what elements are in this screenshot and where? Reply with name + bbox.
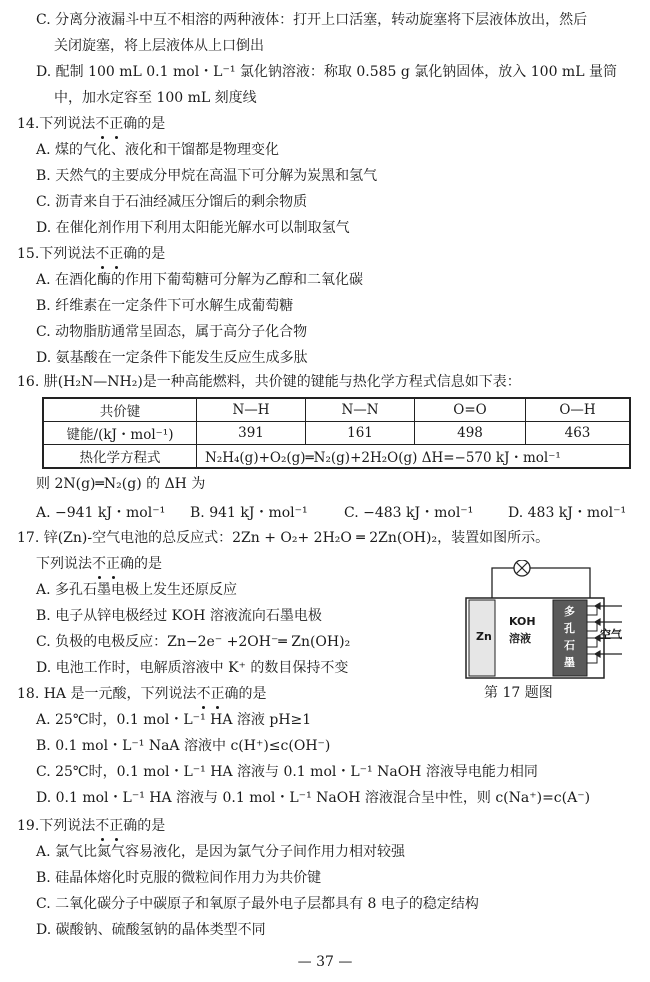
table-header-cell: N—N xyxy=(306,398,415,422)
koh-label: KOH xyxy=(509,615,536,628)
table-cell: 161 xyxy=(306,422,415,445)
table-row xyxy=(43,422,630,445)
table-row xyxy=(43,398,630,422)
q19-option-d: D. 碳酸钠、硫酸氢钠的晶体类型不同 xyxy=(36,922,266,938)
q17-option-a: A. 多孔石墨电极上发生还原反应 xyxy=(36,582,238,598)
q15-stem-pre: 下列说法 xyxy=(39,246,96,262)
q15-stem-not: 不 xyxy=(95,246,110,262)
q16-ask: 则 2N(g)═N₂(g) 的 ΔH 为 xyxy=(36,476,206,492)
q15-stem xyxy=(17,244,165,264)
q17-substem xyxy=(36,554,162,574)
q18-stem-post: 确的是 xyxy=(224,686,267,702)
table-cell: 463 xyxy=(526,422,631,445)
q18-option-d: D. 0.1 mol・L⁻¹ HA 溶液与 0.1 mol・L⁻¹ NaOH 溶液混合呈中性，则 c(Na⁺)=c(A⁻) xyxy=(36,790,591,806)
q17-stem: 17. 锌(Zn)-空气电池的总反应式：2Zn + O₂+ 2H₂O ═ 2Zn(OH)₂，装置如图所示。 xyxy=(17,530,550,546)
q14-option-b: B. 天然气的主要成分甲烷在高温下可分解为炭黑和氢气 xyxy=(36,168,378,184)
air-label: 空气 xyxy=(600,628,622,641)
q14-number: 14. xyxy=(17,116,40,132)
q19-stem-zheng: 正 xyxy=(109,818,124,834)
graphite-label-4: 墨 xyxy=(564,656,575,669)
table-cell: 498 xyxy=(415,422,526,445)
q14-stem-pre: 下列说法 xyxy=(39,116,96,132)
q13-option-c-line1: C. 分离分液漏斗中互不相溶的两种液体：打开上口活塞，转动旋塞将下层液体放出，然后 xyxy=(36,12,588,28)
table-header-cell: N—H xyxy=(197,398,306,422)
q15-number: 15. xyxy=(17,246,40,262)
q14-option-a: A. 煤的气化、液化和干馏都是物理变化 xyxy=(36,142,280,158)
graphite-label-2: 孔 xyxy=(564,622,575,635)
table-header-cell: O—H xyxy=(526,398,631,422)
table-header-cell: 共价键 xyxy=(43,398,197,422)
table-header-cell: O=O xyxy=(415,398,526,422)
q17-option-b: B. 电子从锌电极经过 KOH 溶液流向石墨电极 xyxy=(36,608,322,624)
q19-stem-pre: 下列说法 xyxy=(39,818,96,834)
thermochemical-equation: N₂H₄(g)+O₂(g)═N₂(g)+2H₂O(g) ΔH=−570 kJ・mol⁻¹ xyxy=(197,445,631,469)
q17-substem-pre: 下列说法 xyxy=(36,556,92,572)
table-cell: 391 xyxy=(197,422,306,445)
q15-option-a: A. 在酒化酶的作用下葡萄糖可分解为乙醇和二氧化碳 xyxy=(36,272,364,288)
graphite-label-3: 石 xyxy=(564,639,575,652)
zinc-label: Zn xyxy=(476,630,492,643)
q14-option-d: D. 在催化剂作用下利用太阳能光解水可以制取氢气 xyxy=(36,220,350,236)
q19-option-a: A. 氯气比氮气容易液化，是因为氯气分子间作用力相对较强 xyxy=(36,844,406,860)
bond-energy-table xyxy=(42,397,631,469)
q19-option-b: B. 硅晶体熔化时克服的微粒间作用力为共价键 xyxy=(36,870,322,886)
q17-option-c: C. 负极的电极反应：Zn−2e⁻ +2OH⁻═ Zn(OH)₂ xyxy=(36,634,351,650)
q15-option-d: D. 氨基酸在一定条件下能发生反应生成多肽 xyxy=(36,350,308,366)
q19-number: 19. xyxy=(17,818,40,834)
q18-option-b: B. 0.1 mol・L⁻¹ NaA 溶液中 c(H⁺)≤c(OH⁻) xyxy=(36,738,331,754)
q16-stem: 16. 肼(H₂N—NH₂)是一种高能燃料，共价键的键能与热化学方程式信息如下表： xyxy=(17,374,521,390)
q16-option-a: A. −941 kJ・mol⁻¹ xyxy=(36,505,166,521)
q15-option-b: B. 纤维素在一定条件下可水解生成葡萄糖 xyxy=(36,298,294,314)
q14-stem xyxy=(17,114,165,134)
q14-option-c: C. 沥青来自于石油经减压分馏后的剩余物质 xyxy=(36,194,308,210)
q18-stem xyxy=(17,684,266,704)
q15-stem-zheng: 正 xyxy=(109,246,124,262)
q16-option-b: B. 941 kJ・mol⁻¹ xyxy=(190,505,308,521)
solution-label: 溶液 xyxy=(509,632,531,645)
q13-option-d-line2: 中，加水定容至 100 mL 刻度线 xyxy=(54,90,257,106)
q14-stem-not: 不 xyxy=(95,116,110,132)
q18-option-c: C. 25℃时，0.1 mol・L⁻¹ HA 溶液与 0.1 mol・L⁻¹ NaOH 溶液导电能力相同 xyxy=(36,764,538,780)
zinc-air-battery-figure xyxy=(460,560,630,700)
graphite-label-1: 多 xyxy=(564,605,575,618)
q19-stem-not: 不 xyxy=(95,818,110,834)
table-cell: 键能/(kJ・mol⁻¹) xyxy=(43,422,197,445)
q17-substem-not: 不 xyxy=(92,556,106,572)
q17-substem-zheng: 正 xyxy=(106,556,120,572)
q18-stem-pre: 18. HA 是一元酸，下列说法 xyxy=(17,686,197,702)
table-cell: 热化学方程式 xyxy=(43,445,197,469)
q18-option-a: A. 25℃时，0.1 mol・L⁻¹ HA 溶液 pH≥1 xyxy=(36,712,312,728)
q17-option-d: D. 电池工作时，电解质溶液中 K⁺ 的数目保持不变 xyxy=(36,660,349,676)
figure-caption: 第 17 题图 xyxy=(484,685,553,701)
q16-option-d: D. 483 kJ・mol⁻¹ xyxy=(508,505,627,521)
q16-option-c: C. −483 kJ・mol⁻¹ xyxy=(344,505,474,521)
q13-option-c-line2: 关闭旋塞，将上层液体从上口倒出 xyxy=(54,38,264,54)
q18-stem-not: 不 xyxy=(196,686,211,702)
q14-stem-zheng: 正 xyxy=(109,116,124,132)
q17-substem-post: 确的是 xyxy=(120,556,162,572)
q14-stem-post: 确的是 xyxy=(123,116,166,132)
q13-option-d-line1: D. 配制 100 mL 0.1 mol・L⁻¹ 氯化钠溶液：称取 0.585 g 氯化钠固体，放入 100 mL 量筒 xyxy=(36,64,617,80)
q15-option-c: C. 动物脂肪通常呈固态，属于高分子化合物 xyxy=(36,324,308,340)
q15-stem-post: 确的是 xyxy=(123,246,166,262)
q19-stem-post: 确的是 xyxy=(123,818,166,834)
table-row xyxy=(43,445,630,469)
q19-option-c: C. 二氧化碳分子中碳原子和氧原子最外电子层都具有 8 电子的稳定结构 xyxy=(36,896,479,912)
q18-stem-zheng: 正 xyxy=(210,686,225,702)
q19-stem xyxy=(17,816,165,836)
page-number: — 37 — xyxy=(297,954,353,970)
